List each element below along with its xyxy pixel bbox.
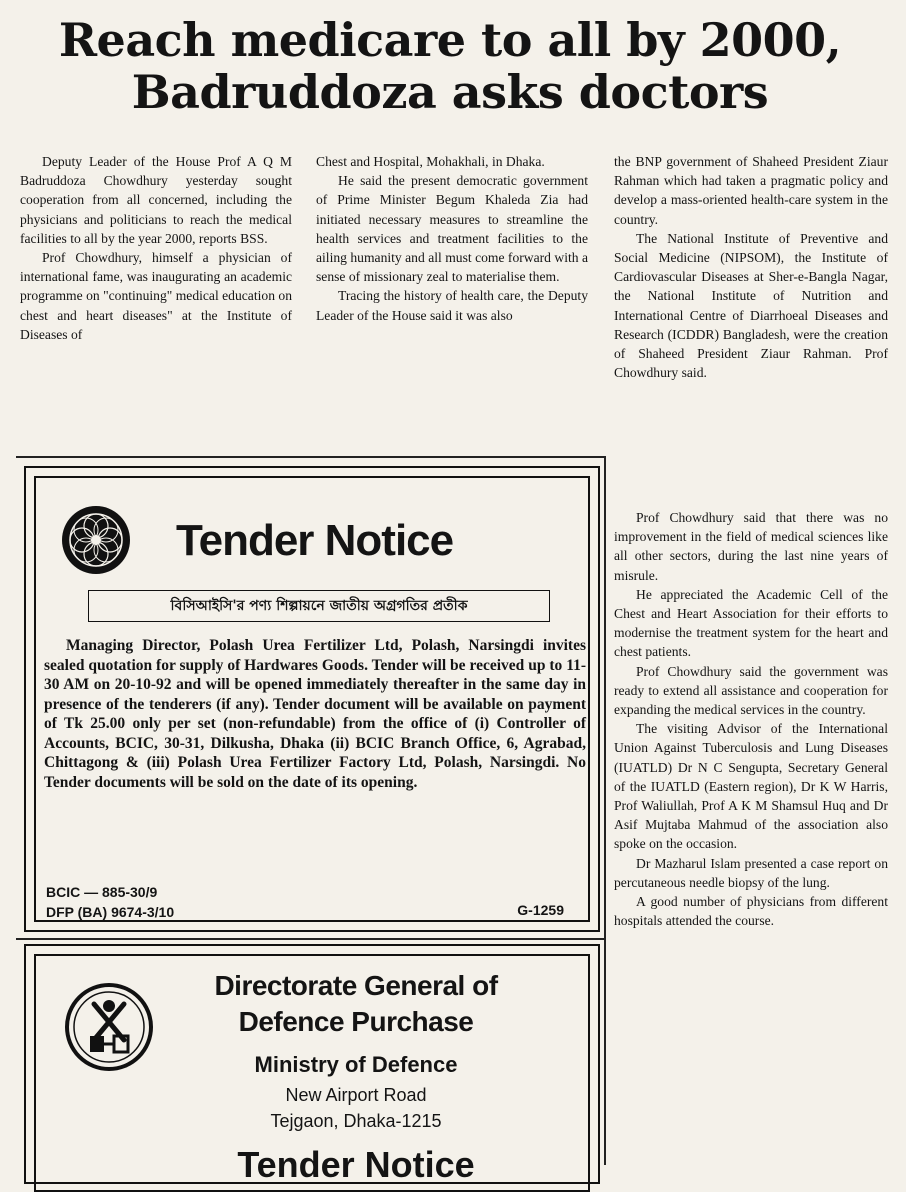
article-column-2 xyxy=(316,152,588,325)
dgdp-title-line-2: Defence Purchase xyxy=(238,1006,474,1037)
dgdp-tender-title: Tender Notice xyxy=(237,1144,475,1185)
paragraph: Deputy Leader of the House Prof A Q M Badruddoza Chowdhury yesterday sought cooperation from all concerned, including the physicians and politicians to reach the medical facilities to all by the year 2000, reports BSS. xyxy=(20,154,292,246)
paragraph: He said the present democratic government of Prime Minister Begum Khaleda Zia had initiated necessary measures to streamline the health services and treatment facilities to the ailing humanity and all must come forward with a sense of missionary zeal to materialise them. xyxy=(316,173,588,285)
article-column-3-continued xyxy=(614,508,888,930)
divider xyxy=(16,938,606,940)
dgdp-address-line-1: New Airport Road xyxy=(285,1085,427,1105)
article-column-3 xyxy=(614,152,888,382)
tender-title: Tender Notice xyxy=(176,516,454,565)
paragraph: Tracing the history of health care, the Deputy Leader of the House said it was also xyxy=(316,288,588,323)
tender-code: G-1259 xyxy=(517,902,564,918)
bcic-seal-icon xyxy=(60,504,132,576)
paragraph: Prof Chowdhury, himself a physician of international fame, was inaugurating an academic programme on "continuing" medical education on chest and heart diseases" at the Institute of Diseases of xyxy=(20,250,292,342)
headline-line-1: Reach medicare to all by 2000, xyxy=(58,13,842,67)
tender-reference xyxy=(46,882,174,922)
tender-notice-frame xyxy=(34,476,590,922)
dgdp-ministry: Ministry of Defence xyxy=(254,1052,458,1077)
bangla-slogan: বিসিআইসি'র পণ্য শিল্পায়নে জাতীয় অগ্রগতির প্রতীক xyxy=(88,590,550,622)
headline-line-2: Badruddoza asks doctors xyxy=(131,65,769,119)
paragraph: Dr Mazharul Islam presented a case report on percutaneous needle biopsy of the lung. xyxy=(614,855,888,890)
defence-emblem-icon xyxy=(64,982,154,1072)
headline xyxy=(10,14,890,118)
tender-notice-ad xyxy=(24,466,600,932)
dgdp-address xyxy=(186,1082,526,1134)
paragraph: He appreciated the Academic Cell of the Chest and Heart Association for their efforts to modernise the treatment system for the heart and chest patients. xyxy=(614,586,888,660)
tender-ref-dfp: DFP (BA) 9674-3/10 xyxy=(46,904,175,920)
paragraph: The National Institute of Preventive and Social Medicine (NIPSOM), the Institute of Cardiovascular Diseases at Sher-e-Bangla Nagar, the National Institute of Nutrition and International Centre of Diarrhoeal Diseases and Research (ICDDR) Bangladesh, were the creation of Shaheed President Ziaur Rahman. Prof Chowdhury said. xyxy=(614,230,888,381)
paragraph: Prof Chowdhury said that there was no improvement in the field of medical sciences like all other sectors, during the last nine years of misrule. xyxy=(614,510,888,583)
divider xyxy=(16,456,606,458)
paragraph: Chest and Hospital, Mohakhali, in Dhaka. xyxy=(316,154,545,169)
dgdp-title xyxy=(186,968,526,1040)
dgdp-address-line-2: Tejgaon, Dhaka-1215 xyxy=(270,1111,442,1131)
paragraph: the BNP government of Shaheed President Ziaur Rahman which had taken a pragmatic policy and develop a mass-oriented health-care system in the country. xyxy=(614,154,888,227)
paragraph: Prof Chowdhury said the government was ready to extend all assistance and cooperation for expanding the medical services in the country. xyxy=(614,663,888,718)
paragraph: A good number of physicians from different hospitals attended the course. xyxy=(614,894,888,929)
tender-body xyxy=(44,636,586,792)
paragraph: The visiting Advisor of the International Union Against Tuberculosis and Lung Diseases (IUATLD) Dr N C Sengupta, Secretary General of the IUATLD (Eastern region), Dr K W Harris, Prof Waliullah, Prof A K M Shamsul Huq and Dr Asif Mujtaba Mahmud of the association also spoke on the occasion. xyxy=(614,721,888,852)
tender-ref-bcic: BCIC — 885-30/9 xyxy=(46,884,158,900)
dgdp-tender-ad xyxy=(24,944,600,1184)
article-column-1 xyxy=(20,152,292,344)
dgdp-title-line-1: Directorate General of xyxy=(214,970,498,1001)
dgdp-frame xyxy=(34,954,590,1192)
divider xyxy=(604,456,606,1165)
tender-text: Managing Director, Polash Urea Fertilizer Ltd, Polash, Narsingdi invites sealed quotation for supply of Hardwares Goods. Tender will be received up to 11-30 AM on 20-10-92 and will be opened immediately thereafter in the same day in presence of the tenderers (if any). Tender document will be available on payment of Tk 25.00 only per set (non-refundable) from the office of (i) Controller of Accounts, BCIC, 30-31, Dilkusha, Dhaka (ii) BCIC Branch Office, 6, Agrabad, Chittagong & (iii) Polash Urea Fertilizer Factory Ltd, Polash, Narsingdi. No Tender documents will be sold on the date of its opening. xyxy=(44,637,586,791)
